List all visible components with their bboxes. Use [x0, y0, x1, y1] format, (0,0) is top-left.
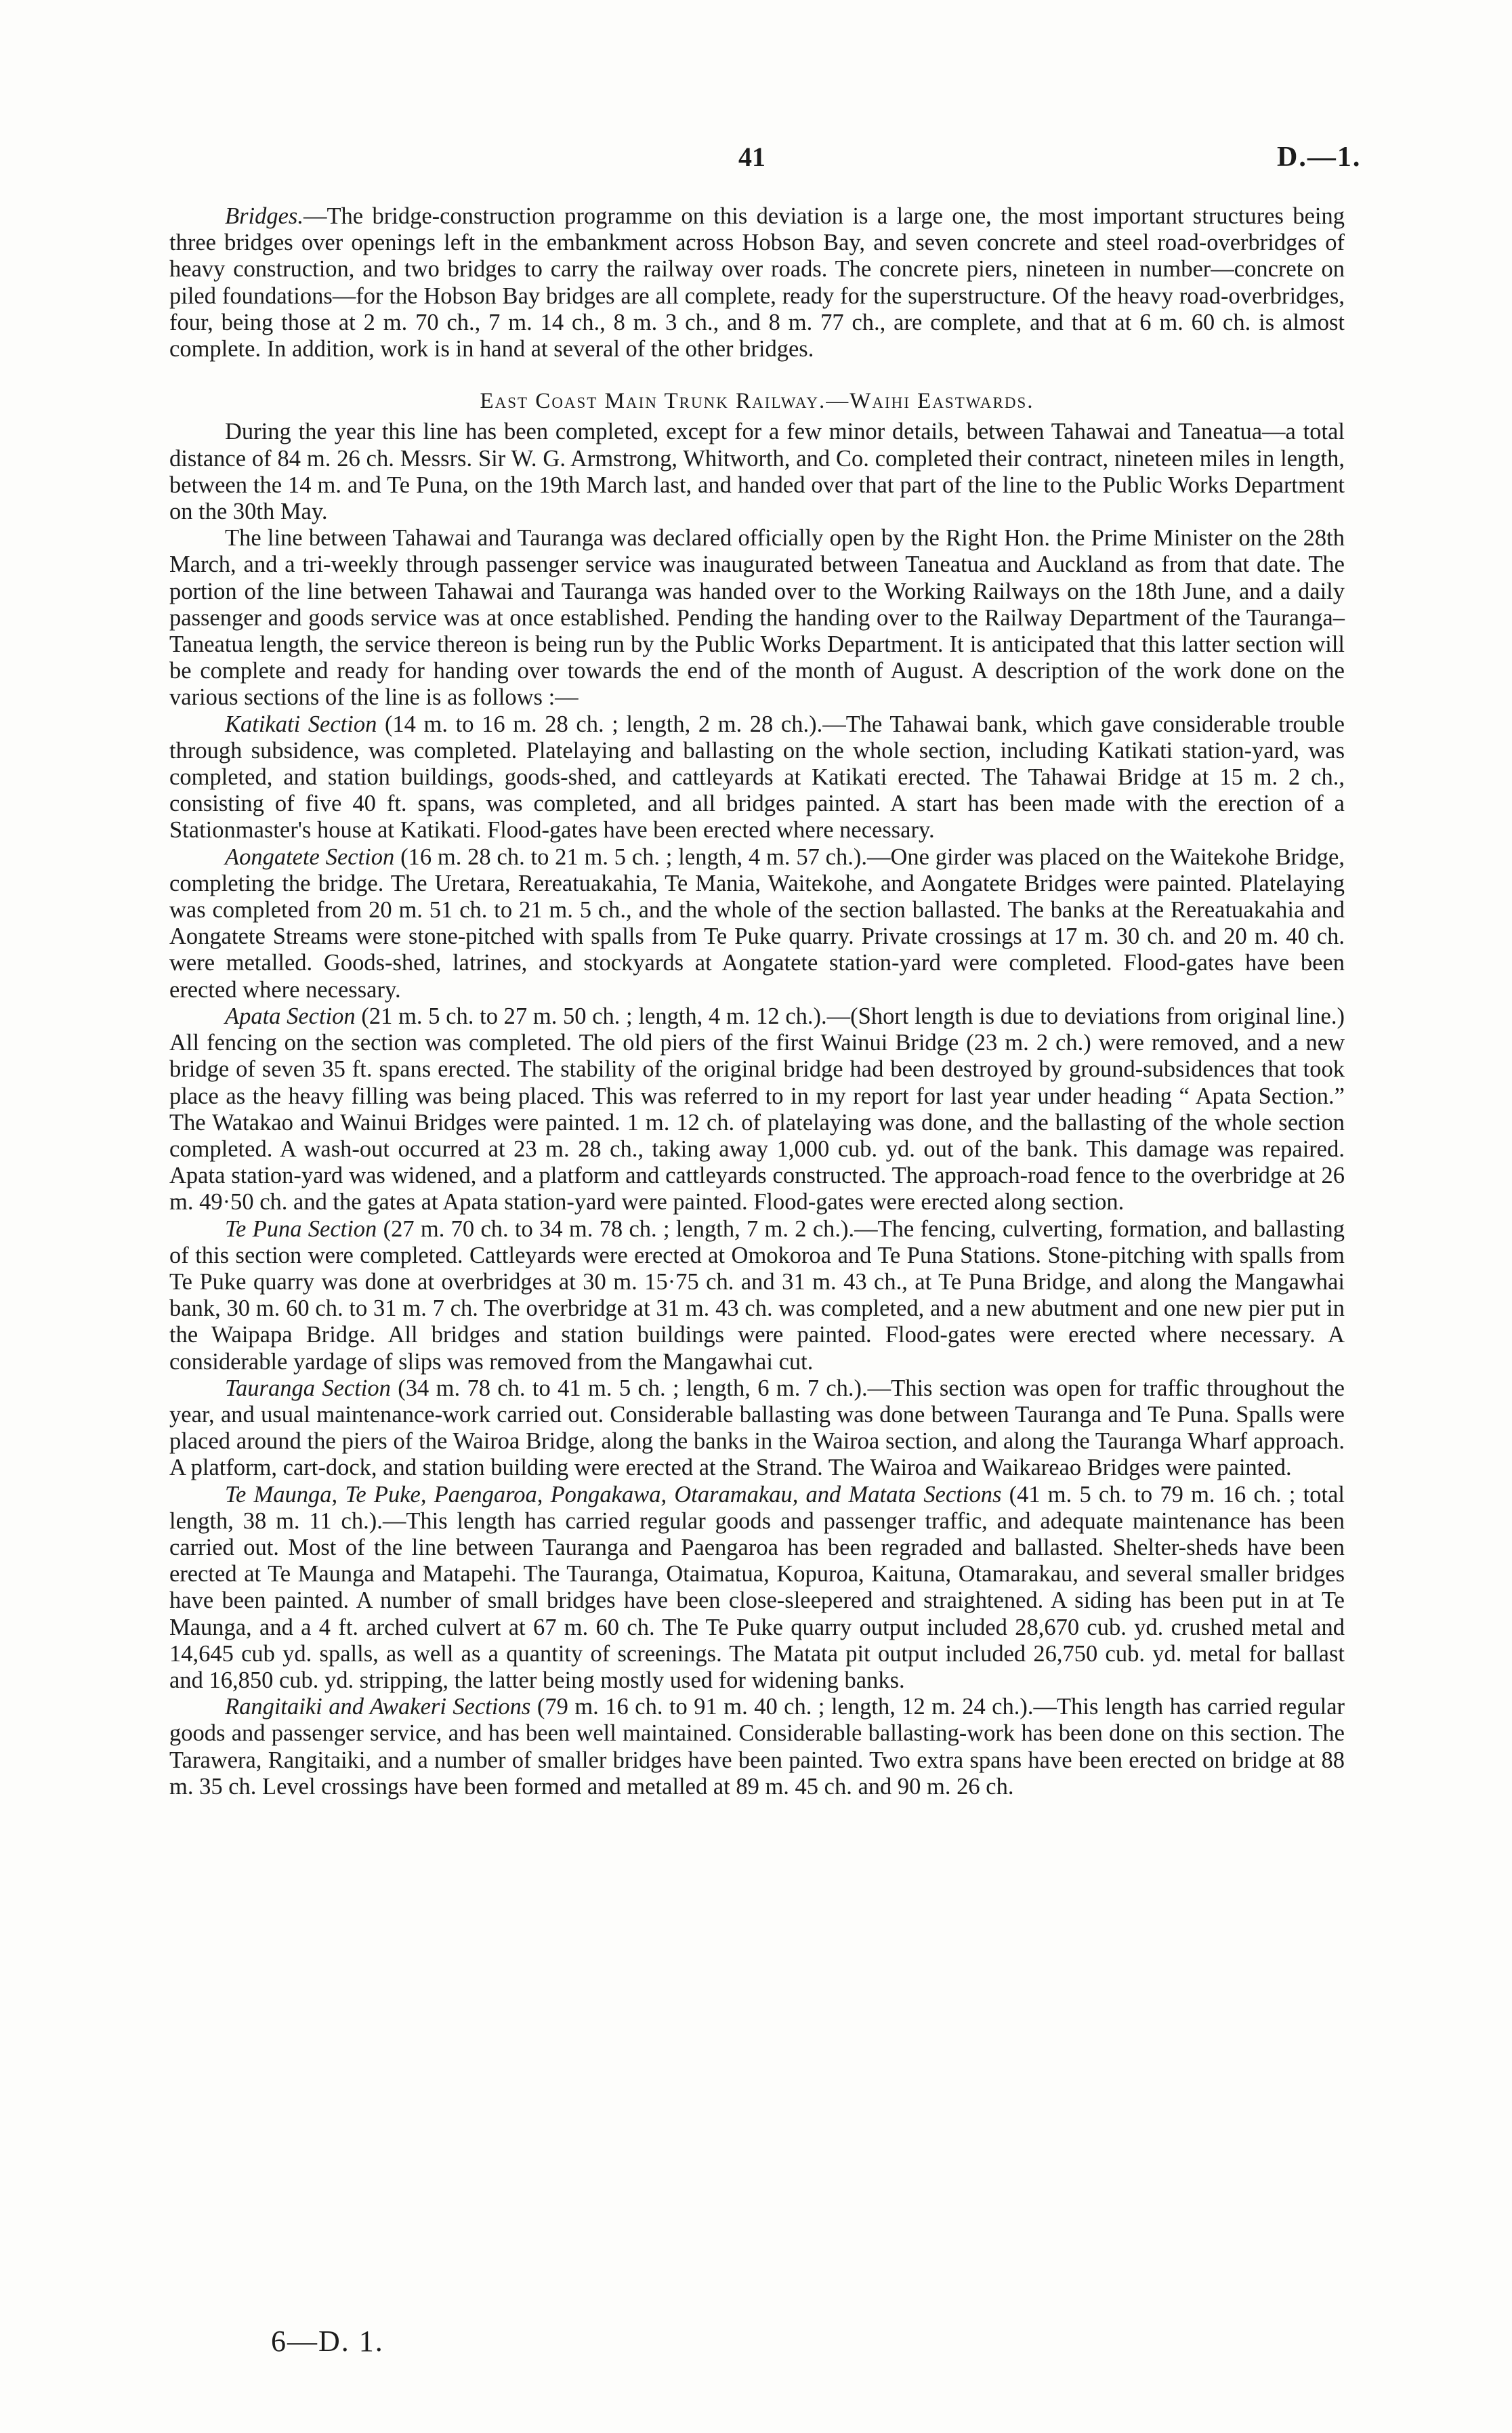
subsection-tauranga — [169, 1375, 1345, 1482]
subsection-text: (34 m. 78 ch. to 41 m. 5 ch. ; length, 6 m. 7 ch.).—This section was open for traffic throughout the year, and usual maintenance-work carried out. Considerable ballasting was done between Tauranga and Te Puna. Spalls were placed around the piers of the Wairoa Bridge, along the banks in the Wairoa section, and along the Tauranga Wharf approach. A platform, cart-dock, and station building were erected at the Strand. The Wairoa and Waikareao Bridges were painted. — [169, 1375, 1345, 1481]
subsection-katikati — [169, 711, 1345, 844]
subsection-title: Te Puna Section — [225, 1215, 377, 1242]
page-number: 41 — [738, 142, 765, 172]
subsection-title: Tauranga Section — [225, 1375, 391, 1401]
subsection-te-maunga-to-matata — [169, 1482, 1345, 1694]
subsection-text: (27 m. 70 ch. to 34 m. 78 ch. ; length, 7 m. 2 ch.).—The fencing, culverting, formation, and ballasting of this section were completed. Cattleyards were erected at Omokoroa and Te Puna Stations. Stone-pitching with spalls from Te Puke quarry was done at overbridges at 30 m. 15·75 ch. and 31 m. 43 ch., at Te Puna Bridge, and along the Mangawhai bank, 30 m. 60 ch. to 31 m. 7 ch. The overbridge at 31 m. 43 ch. was completed, and a new abutment and one new pier put in the Waipapa Bridge. All bridges and station buildings were painted. Flood-gates were erected where necessary. A considerable yardage of slips was removed from the Mangawhai cut. — [169, 1215, 1345, 1375]
subsection-text: (16 m. 28 ch. to 21 m. 5 ch. ; length, 4 m. 57 ch.).—One girder was placed on the Waitekohe Bridge, completing the bridge. The Uretara, Rereatuakahia, Te Mania, Waitekohe, and Aongatete Bridges were painted. Platelaying was completed from 20 m. 51 ch. to 21 m. 5 ch., and the whole of the section ballasted. The banks at the Rereatuakahia and Aongatete Streams were stone-pitched with spalls from Te Puke quarry. Private crossings at 17 m. 30 ch. and 20 m. 40 ch. were metalled. Goods-shed, latrines, and stockyards at Aongatete station-yard were completed. Flood-gates have been erected where necessary. — [169, 844, 1345, 1003]
subsection-title: Apata Section — [225, 1003, 356, 1029]
intro-text: —The bridge-construction programme on this deviation is a large one, the most important structures being three bridges over openings left in the embankment across Hobson Bay, and seven concrete and steel road-overbridges of heavy construction, and two bridges to carry the railway over roads. The concrete piers, nineteen in number—concrete on piled foundations—for the Hobson Bay bridges are all complete, ready for the superstructure. Of the heavy road-overbridges, four, being those at 2 m. 70 ch., 7 m. 14 ch., 8 m. 3 ch., and 8 m. 77 ch., are complete, and that at 6 m. 60 ch. is almost complete. In addition, work is in hand at several of the other bridges. — [169, 203, 1345, 362]
subsection-text: (41 m. 5 ch. to 79 m. 16 ch. ; total length, 38 m. 11 ch.).—This length has carried regular goods and passenger traffic, and adequate maintenance has been carried out. Most of the line between Tauranga and Paengaroa has been regraded and ballasted. Shelter-sheds have been erected at Te Maunga and Matapehi. The Tauranga, Otaimatua, Kopuroa, Kaituna, Otamarakau, and several smaller bridges have been painted. A number of small bridges have been close-sleepered and straightened. A siding has been put in at Te Maunga, and a 4 ft. arched culvert at 67 m. 60 ch. The Te Puke quarry output included 28,670 cub. yd. crushed metal and 14,645 cub yd. spalls, as well as a quantity of screenings. The Matata pit output included 26,750 cub. yd. metal for ballast and 16,850 cub. yd. stripping, the latter being mostly used for widening banks. — [169, 1481, 1345, 1693]
section-paragraph: The line between Tahawai and Tauranga was declared officially open by the Right Hon. the Prime Minister on the 28th March, and a tri-weekly through passenger service was inaugurated between Taneatua and Auckland as from that date. The portion of the line between Tahawai and Tauranga was handed over to the Working Railways on the 18th June, and a daily passenger and goods service was at once established. Pending the handing over to the Railway Department of the Tauranga–Taneatua length, the service thereon is being run by the Public Works Department. It is anticipated that this latter section will be complete and ready for handing over towards the end of the month of August. A description of the work done on the various sections of the line is as follows :— — [169, 525, 1345, 711]
body-text — [169, 203, 1345, 1800]
subsection-text: (14 m. to 16 m. 28 ch. ; length, 2 m. 28 ch.).—The Tahawai bank, which gave considerable trouble through subsidence, was completed. Platelaying and ballasting on the whole section, including Katikati station-yard, was completed, and station buildings, goods-shed, and cattleyards at Katikati erected. The Tahawai Bridge at 15 m. 2 ch., consisting of five 40 ft. spans, was completed, and all bridges painted. A start has been made with the erection of a Stationmaster's house at Katikati. Flood-gates have been erected where necessary. — [169, 711, 1345, 844]
subsection-text: (79 m. 16 ch. to 91 m. 40 ch. ; length, 12 m. 24 ch.).—This length has carried regular goods and passenger service, and has been well maintained. Considerable ballasting-work has been done on this section. The Tarawera, Rangitaiki, and a number of smaller bridges have been painted. Two extra spans have been erected on bridge at 88 m. 35 ch. Level crossings have been formed and metalled at 89 m. 45 ch. and 90 m. 26 ch. — [169, 1694, 1345, 1800]
section-paragraph: During the year this line has been completed, except for a few minor details, between Tahawai and Taneatua—a total distance of 84 m. 26 ch. Messrs. Sir W. G. Armstrong, Whitworth, and Co. completed their contract, nineteen miles in length, between the 14 m. and Te Puna, on the 19th March last, and handed over that part of the line to the Public Works Department on the 30th May. — [169, 419, 1345, 525]
document-reference: D.—1. — [1277, 142, 1362, 173]
subsection-te-puna — [169, 1216, 1345, 1375]
intro-run-in-heading: Bridges. — [225, 203, 303, 229]
subsection-aongatete — [169, 844, 1345, 1003]
section-heading: East Coast Main Trunk Railway.—Waihi Eastwards. — [480, 389, 1034, 414]
subsection-rangitaiki-awakeri — [169, 1694, 1345, 1800]
subsection-title: Aongatete Section — [225, 844, 395, 870]
footer-signature: 6—D. 1. — [271, 2325, 384, 2358]
subsection-apata — [169, 1003, 1345, 1216]
subsection-text: (21 m. 5 ch. to 27 m. 50 ch. ; length, 4 m. 12 ch.).—(Short length is due to deviations from original line.) All fencing on the section was completed. The old piers of the first Wainui Bridge (23 m. 2 ch.) were removed, and a new bridge of seven 35 ft. spans erected. The stability of the original bridge had been destroyed by ground-subsidences that took place as the heavy filling was being placed. This was referred to in my report for last year under heading “ Apata Section.” The Watakao and Wainui Bridges were painted. 1 m. 12 ch. of platelaying was done, and the ballasting of the whole section completed. A wash-out occurred at 23 m. 28 ch., taking away 1,000 cub. yd. out of the bank. This damage was repaired. Apata station-yard was widened, and a platform and cattleyards constructed. The approach-road fence to the overbridge at 26 m. 49·50 ch. and the gates at Apata station-yard were painted. Flood-gates were erected along section. — [169, 1003, 1345, 1215]
intro-paragraph — [169, 203, 1345, 362]
subsection-title: Rangitaiki and Awakeri Sections — [225, 1694, 531, 1720]
subsection-title: Te Maunga, Te Puke, Paengaroa, Pongakawa, Otaramakau, and Matata Sections — [225, 1481, 1002, 1507]
subsection-title: Katikati Section — [225, 711, 377, 737]
